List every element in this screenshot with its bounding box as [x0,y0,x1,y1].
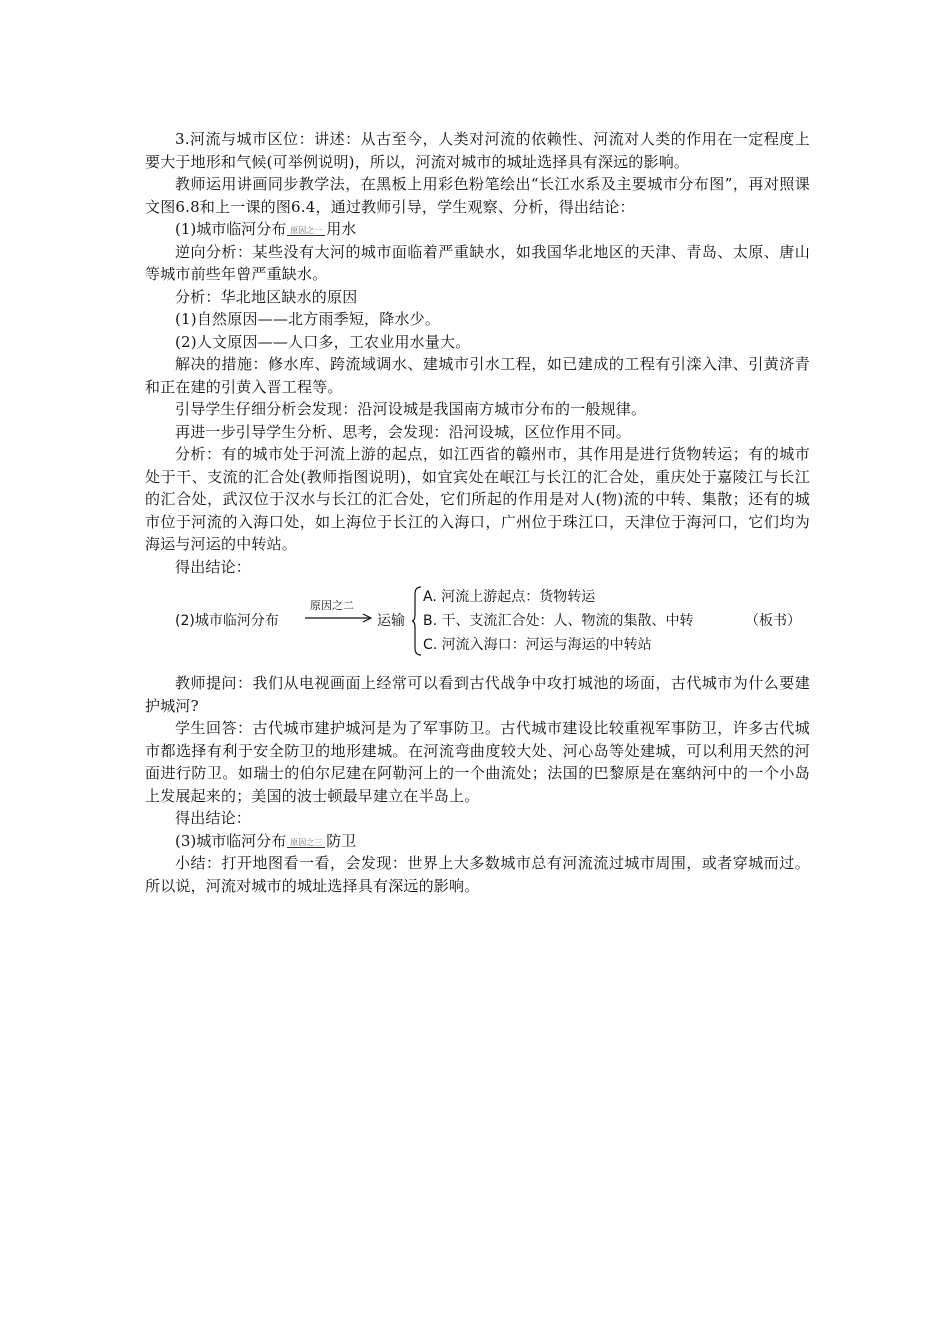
conclusion-suffix: 防卫 [326,831,357,850]
paragraph-city-roles: 分析：有的城市处于河流上游的起点，如江西省的赣州市，其作用是进行货物转运；有的城市处于干、支流的汇合处(教师指图说明)，如宜宾处在岷江与长江的汇合处，重庆处于嘉陵江与长江的汇合处，武汉位于汉水与长江的汇合处，它们所起的作用是对人(物)流的中转、集散；还有的城市位于河流的入海口处，如上海位于长江的入海口，广州位于珠江口，天津位于海河口，它们均为海运与河运的中转站。 [145,445,810,553]
paragraph-summary: 小结：打开地图看一看，会发现：世界上大多数城市总有河流流过城市周围，或者穿城而过。所以说，河流对城市的城址选择具有深远的影响。 [145,854,810,895]
paragraph-conclusion-label-2: 得出结论： [175,809,252,827]
diagram-branch-b: B. 干、支流汇合处：人、物流的集散、中转 [423,613,694,629]
arrow-right-icon [305,612,375,624]
paragraph-teaching-method: 教师运用讲画同步教学法，在黑板上用彩色粉笔绘出“长江水系及主要城市分布图”，再对照课文图6.8和上一课的图6.4，通过教师引导，学生观察、分析，得出结论： [145,175,810,216]
paragraph-natural-cause: (1)自然原因——北方雨季短，降水少。 [175,310,441,328]
paragraph-student-answer: 学生回答：古代城市建护城河是为了军事防卫。古代城市建设比较重视军事防卫，许多古代城市都选择有利于安全防卫的地形建城。在河流弯曲度较大处、河心岛等处建城，可以利用天然的河面进行防卫。如瑞士的伯尔尼建在阿勒河上的一个曲流处；法国的巴黎原是在塞纳河中的一个小岛上发展起来的；美国的波士顿最早建立在半岛上。 [145,719,810,805]
diagram-branch-c: C. 河流入海口：河运与海运的中转站 [423,637,652,653]
paragraph-solutions: 解决的措施：修水库、跨流域调水、建城市引水工程，如已建成的工程有引滦入津、引黄济青和正在建的引黄入晋工程等。 [145,355,810,396]
paragraph-reverse-analysis: 逆向分析：某些没有大河的城市面临着严重缺水，如我国华北地区的天津、青岛、太原、唐山等城市前些年曾严重缺水。 [145,242,810,283]
conclusion-suffix: 用水 [326,220,357,238]
diagram-branch-a: A. 河流上游起点：货物转运 [423,589,596,605]
paragraph-river-city-location: 3.河流与城市区位：讲述：从古至今，人类对河流的依赖性、河流对人类的作用在一定程度上要大于地形和气候(可举例说明)，所以，河流对城市的城址选择具有深远的影响。 [145,130,810,171]
conclusion-prefix: (3)城市临河分布 [175,831,287,850]
paragraph-guide-rule: 引导学生仔细分析会发现：沿河设城是我国南方城市分布的一般规律。 [175,400,647,418]
conclusion-defense [145,830,810,853]
paragraph-conclusion-label: 得出结论： [175,557,252,576]
diagram-note: （板书） [745,613,801,629]
reason-three-annotation: 原因之三 [287,839,325,848]
diagram-arrow-text: 原因之二 [310,599,354,612]
paragraph-guide-further: 再进一步引导学生分析、思考，会发现：沿河设城，区位作用不同。 [175,422,632,441]
paragraph-human-cause: (2)人文原因——人口多，工农业用水量大。 [175,332,471,351]
conclusion-prefix: (1)城市临河分布 [175,220,287,238]
conclusion-water-use [145,218,810,241]
transport-diagram [145,582,810,664]
reason-one-annotation: 原因之一 [287,227,325,236]
diagram-label: (2)城市临河分布 [175,613,279,629]
paragraph-analysis-title: 分析：华北地区缺水的原因 [175,287,358,306]
diagram-target: 运输 [377,613,405,629]
document-page [145,128,810,897]
left-brace-icon [411,586,423,656]
paragraph-teacher-question: 教师提问：我们从电视画面上经常可以看到古代战争中攻打城池的场面，古代城市为什么要建护城河? [145,674,810,715]
